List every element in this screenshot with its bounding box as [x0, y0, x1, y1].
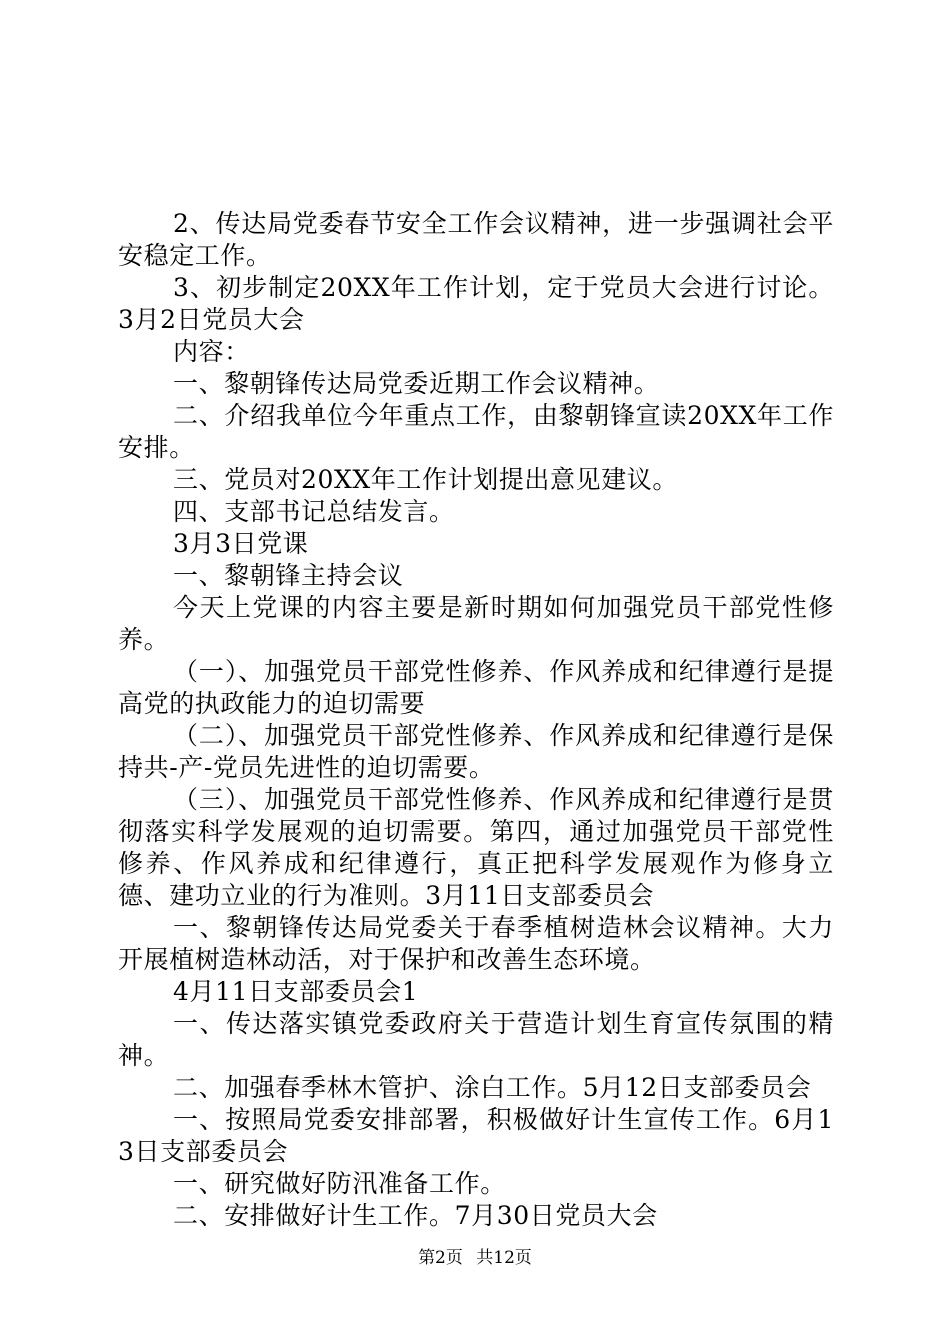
paragraph: 二、介绍我单位今年重点工作，由黎朝锋宣读20XX年工作安排。 [118, 401, 834, 462]
paragraph: 今天上党课的内容主要是新时期如何加强党员干部党性修养。 [118, 593, 834, 654]
paragraph: （二）、加强党员干部党性修养、作风养成和纪律遵行是保持共-产-党员先进性的迫切需要。 [118, 721, 834, 782]
paragraph: 内容： [173, 337, 250, 366]
paragraph: 三、党员对20XX年工作计划提出意见建议。 [173, 465, 679, 494]
paragraph: 一、黎朝锋传达局党委近期工作会议精神。 [173, 369, 660, 398]
paragraph: 二、安排做好计生工作。7月30日党员大会 [173, 1201, 658, 1230]
document-body [118, 208, 834, 1232]
paragraph: 四、支部书记总结发言。 [173, 497, 455, 526]
page-number: 第2页 [418, 1248, 463, 1268]
paragraph: 一、黎朝锋主持会议 [173, 561, 404, 590]
paragraph: 3月3日党课 [173, 529, 309, 558]
paragraph: 一、传达落实镇党委政府关于营造计划生育宣传氛围的精神。 [118, 1009, 834, 1070]
paragraph: 一、黎朝锋传达局党委关于春季植树造林会议精神。大力开展植树造林动活，对于保护和改善生态环境。 [118, 913, 834, 974]
paragraph: 二、加强春季林木管护、涂白工作。5月12日支部委员会 [173, 1073, 812, 1102]
page-total: 共12页 [476, 1248, 532, 1268]
paragraph: （三）、加强党员干部党性修养、作风养成和纪律遵行是贯彻落实科学发展观的迫切需要。第四，通过加强党员干部党性修养、作风养成和纪律遵行，真正把科学发展观作为修身立德、建功立业的行为准则。3月11日支部委员会 [118, 785, 834, 910]
paragraph: （一）、加强党员干部党性修养、作风养成和纪律遵行是提高党的执政能力的迫切需要 [118, 657, 834, 718]
paragraph: 4月11日支部委员会1 [173, 977, 419, 1006]
paragraph: 3、初步制定20XX年工作计划，定于党员大会进行讨论。3月2日党员大会 [118, 273, 834, 334]
paragraph: 一、研究做好防汛准备工作。 [173, 1169, 506, 1198]
page-footer [0, 1243, 950, 1268]
paragraph: 2、传达局党委春节安全工作会议精神，进一步强调社会平安稳定工作。 [118, 209, 834, 270]
paragraph: 一、按照局党委安排部署，积极做好计生宣传工作。6月13日支部委员会 [118, 1105, 834, 1166]
